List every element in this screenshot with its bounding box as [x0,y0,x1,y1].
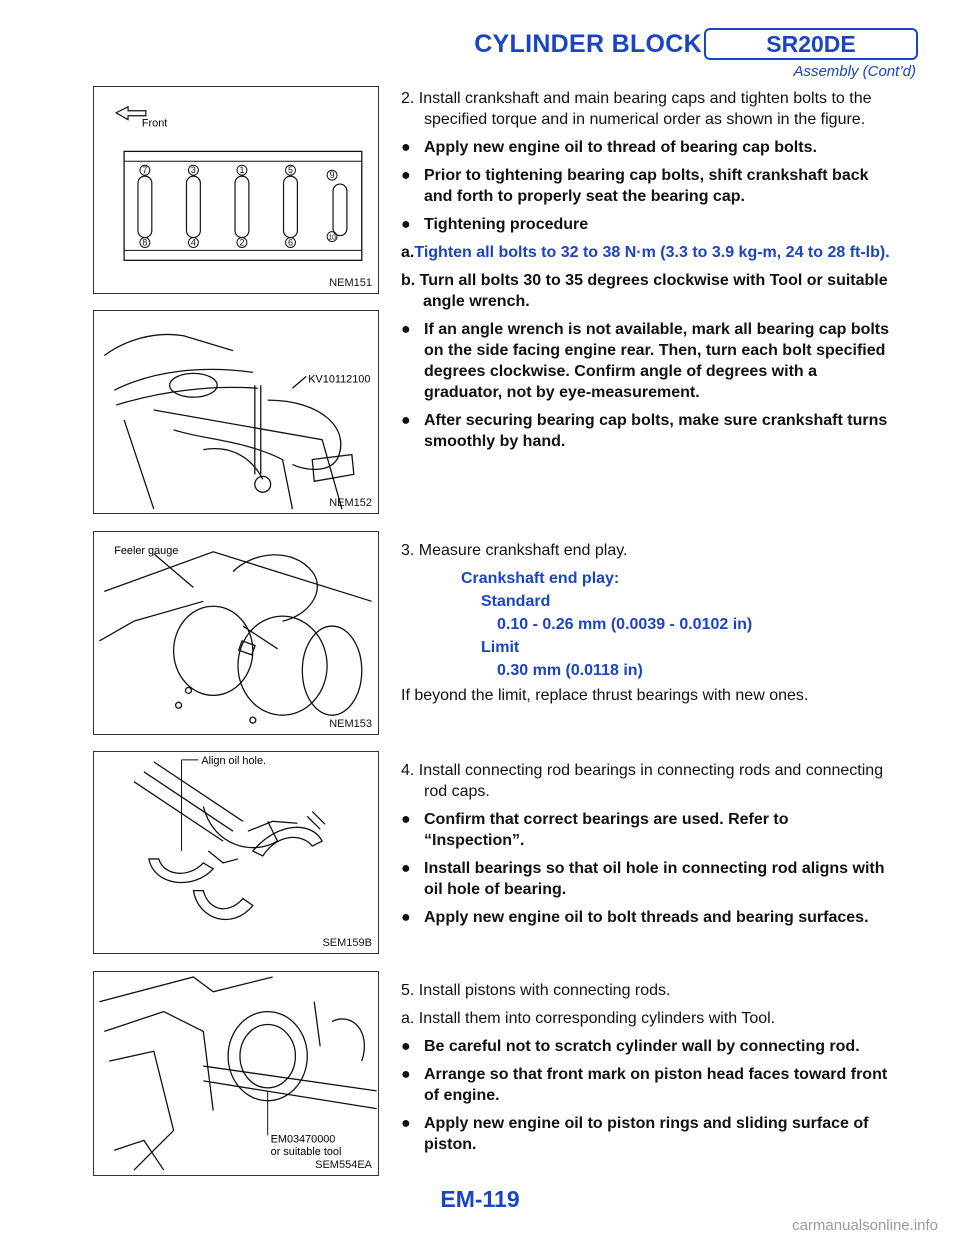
tool-label: KV10112100 [308,373,371,386]
step-3-note: If beyond the limit, replace thrust bearings with new ones. [401,687,809,704]
bullet-item: ● Install bearings so that oil hole in connecting rod aligns with oil hole of bearing. [401,860,885,898]
bolt-number: 1 [239,165,245,176]
step-5-a: a. Install them into corresponding cylinders with Tool. [401,1010,776,1027]
bullet-icon: ● [401,860,411,877]
procedure-step-b: b. Turn all bolts 30 to 35 degrees clockwise with Tool or suitable angle wrench. [401,272,888,310]
spec-title: Crankshaft end play: [461,570,620,587]
bullet-item: ● Apply new engine oil to piston rings and sliding surface of piston. [401,1115,869,1153]
front-label: Front [141,117,168,130]
figure-feeler-gauge [93,531,379,735]
figure-piston-install [93,971,379,1176]
figure-code: SEM554EA [315,1159,372,1171]
bolt-number: 8 [142,237,148,248]
bolt-number: 3 [190,165,196,176]
engine-badge: SR20DE [704,28,918,60]
bullet-item: ● Confirm that correct bearings are used. Refer to “Inspection”. [401,811,789,849]
step-4-block [401,760,893,935]
step-2-block [401,88,893,459]
step-5-block [401,980,893,1162]
bullet-icon: ● [401,139,411,156]
bolt-number: 4 [190,237,196,248]
bullet-icon: ● [401,909,411,926]
bullet-icon: ● [401,1115,411,1132]
figure-code: SEM159B [322,937,372,949]
bolt-number: 7 [142,165,148,176]
spec-limit-value: 0.30 mm (0.0118 in) [497,662,643,679]
figure-code: NEM151 [329,277,372,289]
bullet-item: ● Arrange so that front mark on piston head faces toward front of engine. [401,1066,888,1104]
spec-standard-value: 0.10 - 0.26 mm (0.0039 - 0.0102 in) [497,616,753,633]
bullet-icon: ● [401,321,411,338]
procedure-step-a: a.Tighten all bolts to 32 to 38 N·m (3.3 to 3.9 kg-m, 24 to 28 ft-lb). [401,244,890,261]
figure-rod-bearings [93,751,379,954]
rod-bearings-illustration [94,752,378,953]
bolt-number: 5 [287,165,293,176]
bullet-item: ● Prior to tightening bearing cap bolts, shift crankshaft back and forth to properly seat the bearing cap. [401,167,869,205]
bullet-icon: ● [401,412,411,429]
angle-wrench-illustration [94,311,378,513]
bullet-item: ● Apply new engine oil to thread of bearing cap bolts. [401,139,817,156]
tool-label-line1: EM03470000 [270,1133,336,1146]
bullet-item: ● Tightening procedure [401,216,589,233]
bullet-icon: ● [401,1038,411,1055]
bullet-icon: ● [401,216,411,233]
piston-install-illustration [94,972,378,1175]
figure-angle-wrench [93,310,379,514]
spec-standard-label: Standard [481,593,551,610]
bullet-icon: ● [401,811,411,828]
step-3-block [401,540,893,713]
bullet-icon: ● [401,167,411,184]
bullet-icon: ● [401,1066,411,1083]
section-title: CYLINDER BLOCK [474,30,702,58]
tool-label: Feeler gauge [114,544,179,557]
bullet-item: ● After securing bearing cap bolts, make sure crankshaft turns smoothly by hand. [401,412,888,450]
page-number: EM-119 [440,1186,520,1212]
bolt-number: 6 [287,237,293,248]
bullet-item: ● Apply new engine oil to bolt threads and bearing surfaces. [401,909,869,926]
page-header [0,28,960,78]
bullet-item: ● Be careful not to scratch cylinder wall by connecting rod. [401,1038,860,1055]
figure-code: NEM152 [329,497,372,509]
spec-limit-label: Limit [481,639,520,656]
figure-code: NEM153 [329,718,372,730]
step-4-intro: 4. Install connecting rod bearings in connecting rods and connecting rod caps. [401,762,884,800]
step-3-intro: 3. Measure crankshaft end play. [401,542,628,559]
tool-label-line2: or suitable tool [270,1146,342,1159]
bullet-item: ● If an angle wrench is not available, mark all bearing cap bolts on the side facing engine rear. Then, turn each bolt specified degrees clockwise. Confirm angle of degrees with a graduator, not by eye-measurement. [401,321,890,401]
step-2-intro: 2. Install crankshaft and main bearing caps and tighten bolts to the specified torque and in numerical order as shown in the figure. [401,90,872,128]
bolt-number: 9 [329,170,335,181]
watermark: carmanualsonline.info [792,1217,938,1234]
bolt-order-diagram [94,87,378,293]
bolt-number: 2 [239,237,245,248]
figure-bolt-order [93,86,379,294]
bolt-number: 10 [328,234,336,242]
section-subtitle: Assembly (Cont’d) [793,63,916,80]
feeler-gauge-illustration [94,532,378,734]
callout-label: Align oil hole. [201,754,267,767]
step-5-intro: 5. Install pistons with connecting rods. [401,982,671,999]
